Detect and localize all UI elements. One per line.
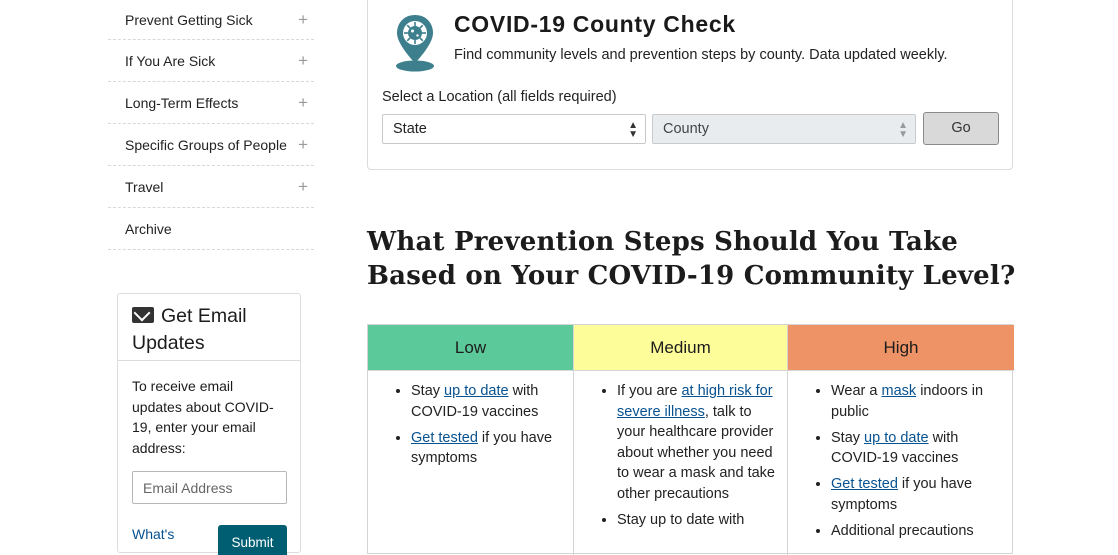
sidebar-item-prevent-getting-sick[interactable] — [108, 0, 314, 40]
go-button[interactable]: Go — [923, 112, 999, 145]
get-tested-link[interactable]: Get tested — [831, 476, 898, 492]
sidebar-item-label: Specific Groups of People — [125, 136, 287, 153]
location-pin-virus-icon — [394, 13, 436, 73]
item-text: indoors in public — [831, 383, 984, 420]
sidebar-item-label: Archive — [125, 220, 172, 237]
whats-this-link[interactable]: What's — [132, 526, 175, 542]
list-item — [617, 381, 779, 504]
envelope-icon — [132, 307, 154, 323]
sidebar-item-label: Prevent Getting Sick — [125, 11, 253, 28]
get-tested-link[interactable]: Get tested — [411, 429, 478, 446]
item-text: Additional precautions — [831, 522, 974, 539]
expand-plus-icon[interactable]: + — [298, 51, 308, 70]
up-to-date-link[interactable]: up to date — [864, 429, 929, 446]
email-updates-card — [117, 293, 301, 553]
sidebar-nav — [108, 0, 314, 250]
sidebar-item-travel[interactable] — [108, 166, 314, 208]
email-card-title: Get Email Updates — [132, 305, 247, 354]
select-arrows-icon: ▲ ▼ — [628, 120, 638, 140]
state-select-value: State — [393, 121, 427, 137]
level-column-medium — [574, 325, 788, 555]
sidebar-item-label: If You Are Sick — [125, 52, 216, 69]
item-text: , talk to your healthcare provider about whether you need to wear a mask and take other precautions — [617, 403, 775, 502]
page-heading: What Prevention Steps Should You Take Based on Your COVID-19 Community Level? — [367, 227, 1016, 291]
sidebar-item-long-term-effects[interactable] — [108, 82, 314, 124]
sidebar-item-archive[interactable] — [108, 208, 314, 250]
mask-link[interactable]: mask — [881, 383, 917, 399]
expand-plus-icon[interactable]: + — [298, 177, 308, 196]
item-text: If you are — [617, 383, 682, 399]
item-text: with COVID-19 vaccines — [831, 429, 959, 466]
list-item — [831, 474, 1006, 515]
level-list-low — [368, 371, 573, 469]
list-item — [411, 381, 565, 422]
expand-plus-icon[interactable]: + — [298, 135, 308, 154]
select-arrows-icon: ▲ ▼ — [898, 120, 908, 140]
level-list-medium — [574, 371, 787, 530]
sidebar-item-specific-groups[interactable] — [108, 124, 314, 166]
submit-button[interactable]: Submit — [218, 525, 287, 555]
item-text: Stay up to date with — [617, 511, 745, 528]
county-select-value: County — [663, 121, 709, 137]
county-check-title: COVID-19 County Check — [454, 11, 736, 37]
sidebar-item-if-you-are-sick[interactable] — [108, 40, 314, 82]
level-list-high — [788, 371, 1014, 541]
email-card-description: To receive email updates about COVID-19, enter your email address: — [132, 378, 274, 456]
item-text: Stay — [411, 383, 445, 399]
expand-plus-icon[interactable]: + — [298, 10, 308, 29]
item-text: if you have symptoms — [411, 429, 553, 466]
list-item — [411, 428, 565, 469]
list-item — [831, 381, 1006, 422]
level-header-high: High — [788, 325, 1014, 371]
level-header-low: Low — [368, 325, 573, 371]
item-text: Stay — [831, 429, 865, 446]
email-card-header — [118, 294, 300, 361]
item-text: with COVID-19 vaccines — [411, 383, 539, 420]
sidebar-item-label: Long-Term Effects — [125, 94, 239, 111]
item-text: if you have symptoms — [831, 476, 973, 513]
level-column-low — [368, 325, 574, 555]
list-item — [617, 510, 779, 531]
item-text: Wear a — [831, 383, 882, 399]
high-risk-link[interactable]: at high risk for severe illness — [617, 383, 773, 420]
level-header-medium: Medium — [574, 325, 787, 371]
county-check-card — [367, 0, 1013, 170]
email-card-body — [118, 361, 300, 504]
sidebar-item-label: Travel — [125, 178, 164, 195]
expand-plus-icon[interactable]: + — [298, 93, 308, 112]
select-location-label: Select a Location (all fields required) — [382, 89, 617, 105]
up-to-date-link[interactable]: up to date — [444, 383, 509, 399]
list-item — [831, 428, 1006, 469]
list-item — [831, 521, 1006, 542]
state-select[interactable] — [382, 114, 646, 144]
level-column-high — [788, 325, 1014, 555]
county-check-subtitle: Find community levels and prevention steps by county. Data updated weekly. — [454, 47, 948, 63]
email-address-input[interactable] — [132, 471, 287, 504]
county-select[interactable] — [652, 114, 916, 144]
community-levels-table — [367, 324, 1013, 554]
